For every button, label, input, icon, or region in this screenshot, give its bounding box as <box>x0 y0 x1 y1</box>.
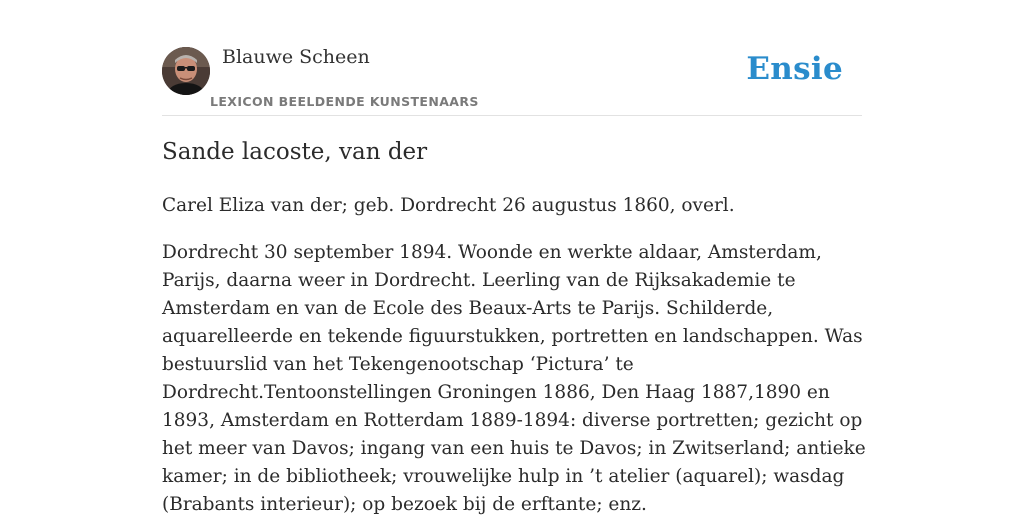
source-category-label[interactable]: LEXICON BEELDENDE KUNSTENAARS <box>210 94 479 109</box>
author-avatar[interactable] <box>162 47 210 95</box>
article-title: Sande lacoste, van der <box>162 139 428 165</box>
page-header <box>162 0 862 116</box>
article-page <box>162 0 866 515</box>
ensie-logo[interactable]: Ensie <box>746 51 843 87</box>
avatar-portrait <box>162 47 210 95</box>
article-paragraph: Dordrecht 30 september 1894. Woonde en werkte aldaar, Amsterdam, Parijs, daarna weer in Dordrecht. Leerling van de Rijksakademie te Amsterdam en van de Ecole des Beaux-Arts te Parijs. Schilderde, aquarelleerde en tekende figuurstukken, portretten en landschappen. Was bestuurslid van het Tekengenootschap ‘Pictura’ te Dordrecht.Tentoonstellingen Groningen 1886, Den Haag 1887,1890 en 1893, Amsterdam en Rotterdam 1889-1894: diverse portretten; gezicht op het meer van Davos; ingang van een huis te Davos; in Zwitserland; antieke kamer; in de bibliotheek; vrouwelijke hulp in ’t atelier (aquarel); wasdag (Brabants interieur); op bezoek bij de erftante; enz. <box>162 242 866 515</box>
author-name[interactable]: Blauwe Scheen <box>222 46 370 68</box>
article-paragraph: Carel Eliza van der; geb. Dordrecht 26 augustus 1860, overl. <box>162 195 735 216</box>
